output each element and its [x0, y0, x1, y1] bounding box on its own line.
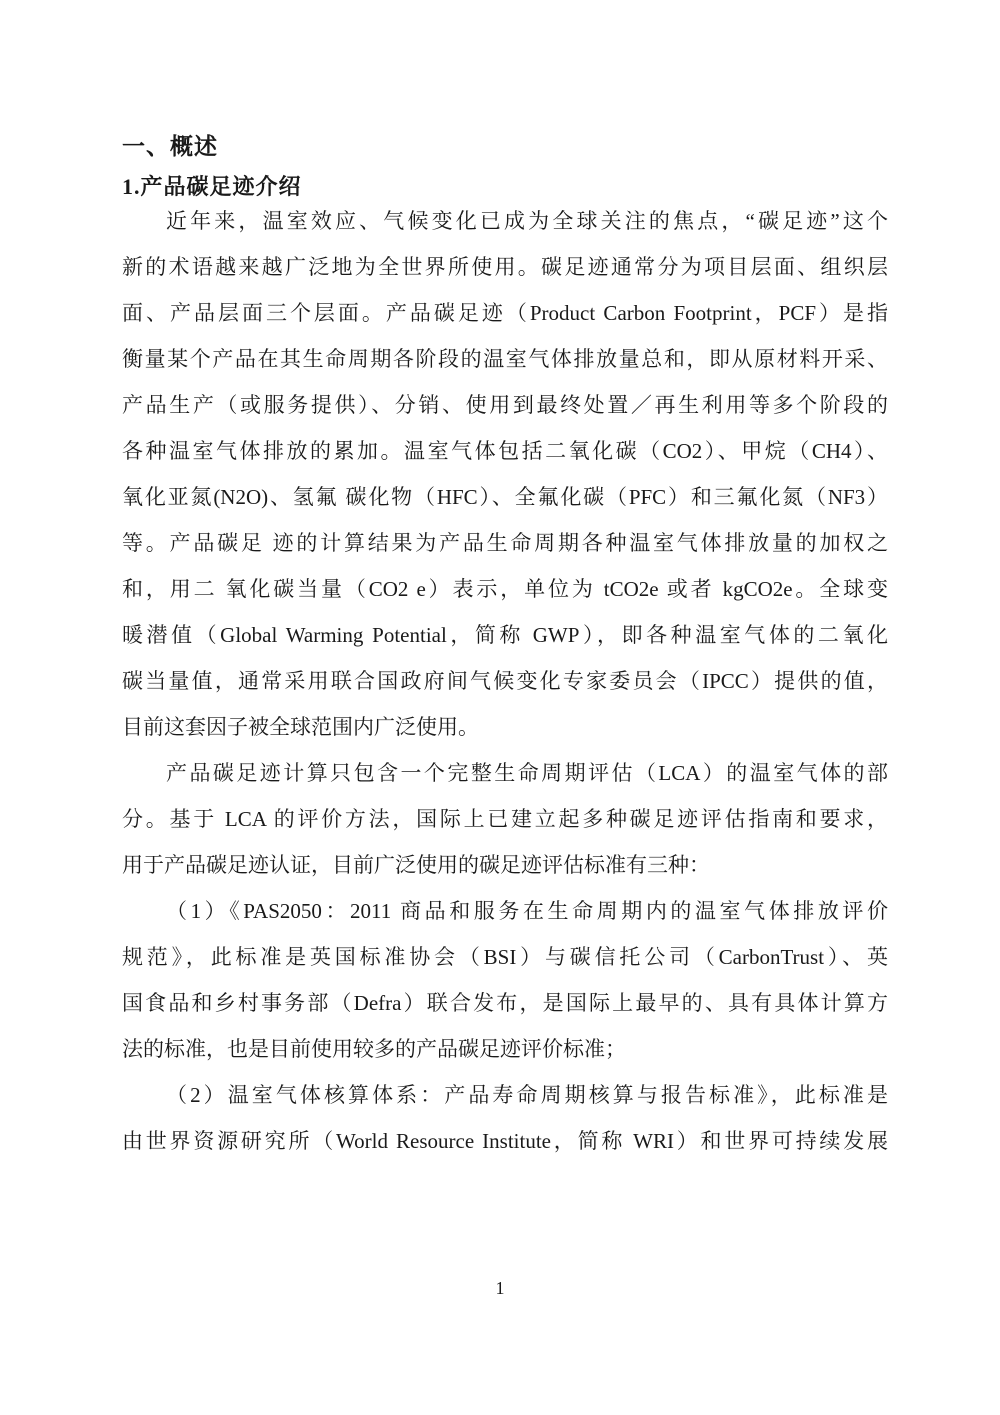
text-line: 新的术语越来越广泛地为全世界所使用。碳足迹通常分为项目层面、组织层: [122, 255, 888, 279]
body-text: [122, 198, 888, 1164]
text-line: 等。产品碳足 迹的计算结果为产品生命周期各种温室气体排放量的加权之: [122, 531, 888, 555]
text-line: （1）《PAS2050：2011 商品和服务在生命周期内的温室气体排放评价: [166, 899, 888, 923]
text-line: 暖潜值（Global Warming Potential，简称 GWP），即各种温室气体的二氧化: [122, 623, 888, 647]
text-line: 法的标准，也是目前使用较多的产品碳足迹评价标准；: [122, 1037, 626, 1061]
page-number: 1: [495, 1278, 505, 1298]
text-line: 衡量某个产品在其生命周期各阶段的温室气体排放量总和，即从原材料开采、: [122, 347, 888, 371]
text-line: 用于产品碳足迹认证，目前广泛使用的碳足迹评估标准有三种：: [122, 853, 710, 877]
text-line: 产品碳足迹计算只包含一个完整生命周期评估（LCA）的温室气体的部: [166, 761, 888, 785]
page-content: [122, 132, 888, 1164]
subsection-heading: 1.产品碳足迹介绍: [122, 174, 302, 199]
text-line: 规范》，此标准是英国标准协会（BSI）与碳信托公司（CarbonTrust）、英: [122, 945, 888, 969]
text-line: 目前这套因子被全球范围内广泛使用。: [122, 715, 479, 739]
section-heading: 一、概述: [122, 134, 218, 159]
text-line: 各种温室气体排放的累加。温室气体包括二氧化碳（CO2）、甲烷（CH4）、: [122, 439, 888, 463]
text-line: 氧化亚氮(N2O)、氢氟 碳化物（HFC）、全氟化碳（PFC）和三氟化氮（NF3）: [122, 485, 888, 509]
text-line: 和，用二 氧化碳当量（CO2 e）表示，单位为 tCO2e 或者 kgCO2e。全球变: [122, 577, 888, 601]
text-line: 国食品和乡村事务部（Defra）联合发布，是国际上最早的、具有具体计算方: [122, 991, 888, 1015]
text-line: 近年来，温室效应、气候变化已成为全球关注的焦点，“碳足迹”这个: [166, 209, 888, 233]
text-line: 碳当量值，通常采用联合国政府间气候变化专家委员会（IPCC）提供的值，: [122, 669, 888, 693]
text-line: （2）温室气体核算体系：产品寿命周期核算与报告标准》，此标准是: [166, 1083, 888, 1107]
text-line: 由世界资源研究所（World Resource Institute，简称 WRI）和世界可持续发展: [122, 1129, 888, 1153]
text-line: 产品生产（或服务提供）、分销、使用到最终处置／再生利用等多个阶段的: [122, 393, 888, 417]
text-line: 面、产品层面三个层面。产品碳足迹（Product Carbon Footprint，PCF）是指: [122, 301, 888, 325]
text-line: 分。基于 LCA 的评价方法，国际上已建立起多种碳足迹评估指南和要求，: [122, 807, 888, 831]
